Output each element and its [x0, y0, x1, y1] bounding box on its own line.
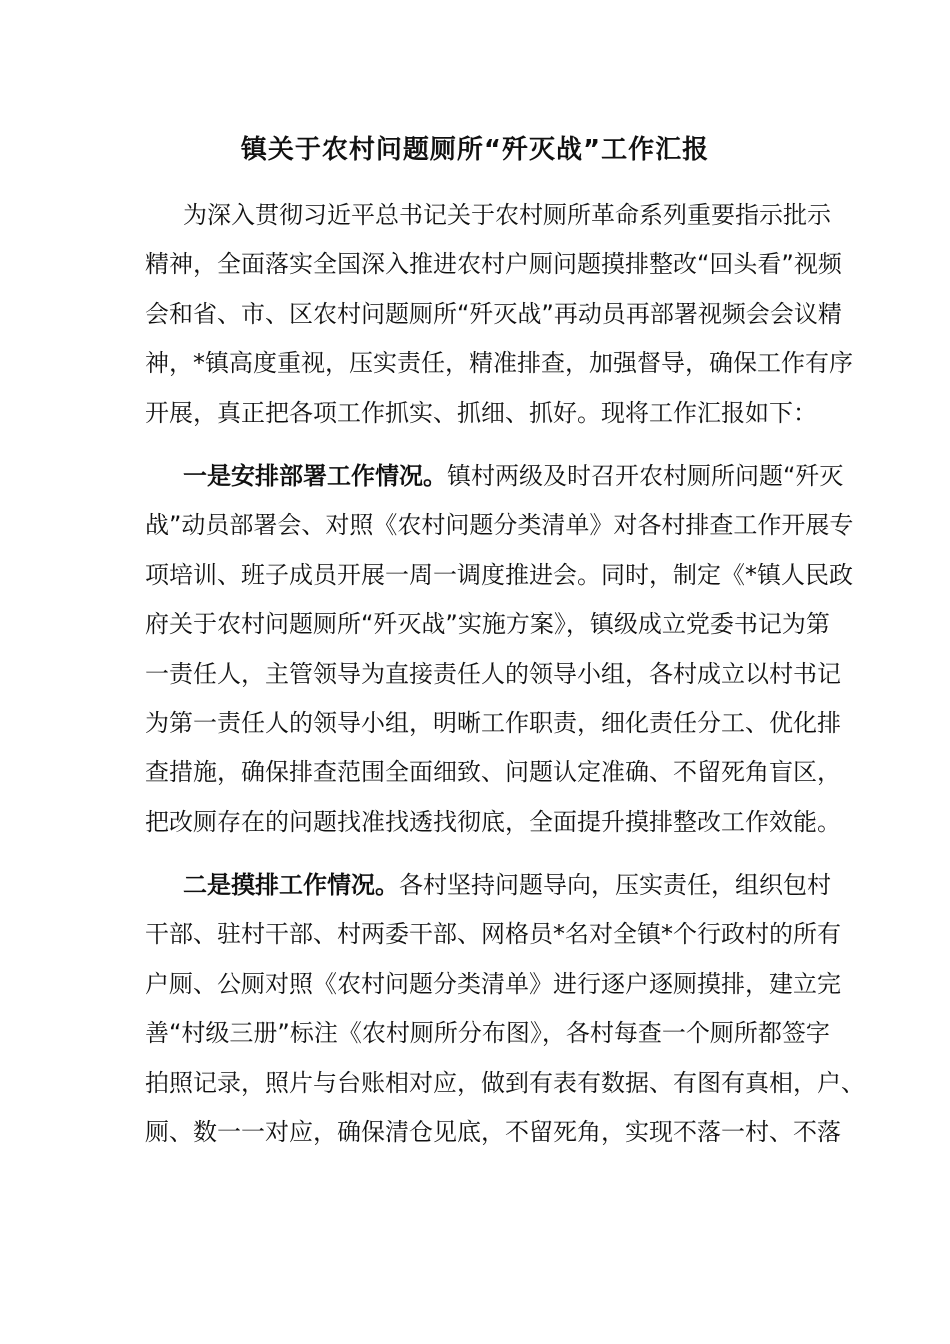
- paragraph: [145, 452, 854, 847]
- text-line: [145, 501, 854, 550]
- line-text: 善“村级三册”标注《农村厕所分布图》，各村每查一个厕所都签字: [145, 1019, 830, 1048]
- line-text: 一责任人，主管领导为直接责任人的领导小组，各村成立以村书记: [145, 659, 841, 688]
- line-text: 厕、数一一对应，确保清仓见底，不留死角，实现不落一村、不落: [145, 1117, 841, 1146]
- text-line: [145, 960, 841, 1009]
- text-line: [145, 650, 841, 699]
- text-line: [145, 452, 844, 501]
- document-title: 镇关于农村问题厕所“歼灭战”工作汇报: [240, 135, 710, 165]
- text-line: [145, 290, 842, 339]
- text-line: [145, 910, 841, 959]
- line-text: 镇村两级及时召开农村厕所问题“歼灭: [447, 462, 844, 490]
- line-text: 干部、驻村干部、村两委干部、网格员*名对全镇*个行政村的所有: [145, 920, 841, 949]
- section-heading: 二是摸排工作情况。: [183, 871, 399, 899]
- line-text: 开展，真正把各项工作抓实、抓细、抓好。现将工作汇报如下：: [145, 398, 817, 427]
- text-line: [145, 798, 841, 847]
- line-text: 项培训、班子成员开展一周一调度推进会。同时，制定《*镇人民政: [145, 560, 853, 589]
- paragraph: [145, 861, 865, 1157]
- text-line: [145, 1059, 865, 1108]
- line-text: 各村坚持问题导向，压实责任，组织包村: [399, 871, 831, 899]
- line-text: 为深入贯彻习近平总书记关于农村厕所革命系列重要指示批示: [183, 201, 831, 229]
- text-line: [145, 191, 831, 240]
- text-line: [145, 1108, 841, 1157]
- text-line: [145, 861, 831, 910]
- line-text: 精神，全面落实全国深入推进农村户厕问题摸排整改“回头看”视频: [145, 250, 842, 279]
- line-text: 把改厕存在的问题找准找透找彻底，全面提升摸排整改工作效能。: [145, 807, 841, 836]
- text-line: [145, 699, 841, 748]
- line-text: 神，*镇高度重视，压实责任，精准排查，加强督导，确保工作有序: [145, 349, 853, 378]
- line-text: 拍照记录，照片与台账相对应，做到有表有数据、有图有真相，户、: [145, 1068, 865, 1097]
- line-text: 户厕、公厕对照《农村问题分类清单》进行逐户逐厕摸排，建立完: [145, 969, 841, 998]
- text-line: [145, 240, 842, 289]
- text-line: [145, 389, 817, 438]
- line-text: 会和省、市、区农村问题厕所“歼灭战”再动员再部署视频会会议精: [145, 299, 842, 328]
- text-line: [145, 551, 853, 600]
- text-line: [145, 339, 853, 388]
- paragraph: [145, 191, 853, 438]
- text-line: [145, 748, 841, 797]
- line-text: 为第一责任人的领导小组，明晰工作职责，细化责任分工、优化排: [145, 708, 841, 737]
- line-text: 府关于农村问题厕所“歼灭战”实施方案》，镇级成立党委书记为第: [145, 610, 830, 639]
- line-text: 战”动员部署会、对照《农村问题分类清单》对各村排查工作开展专: [145, 511, 854, 540]
- text-line: [145, 600, 830, 649]
- text-line: [145, 1009, 830, 1058]
- line-text: 查措施，确保排查范围全面细致、问题认定准确、不留死角盲区，: [145, 758, 841, 787]
- section-heading: 一是安排部署工作情况。: [183, 462, 447, 490]
